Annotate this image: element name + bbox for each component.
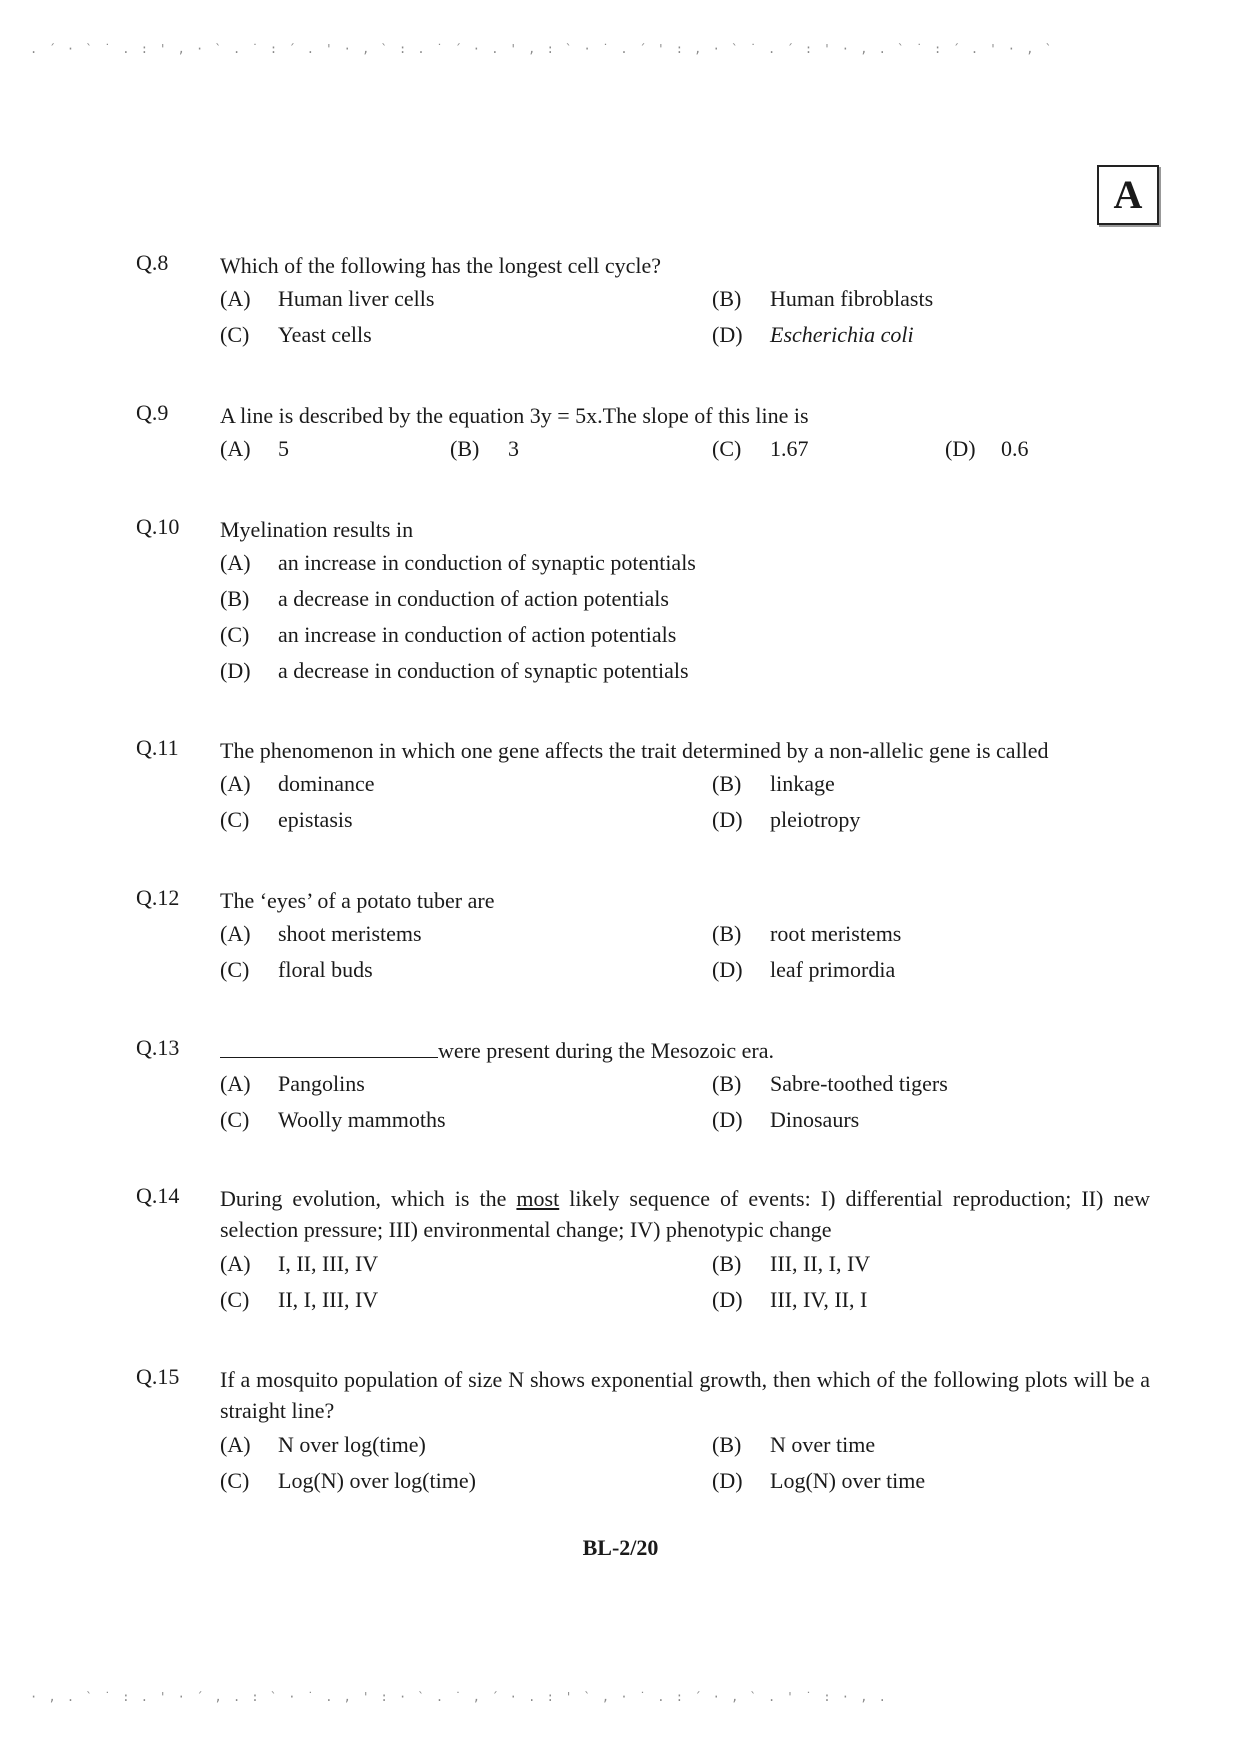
question-stem: Which of the following has the longest cell cycle? [220, 253, 662, 278]
question-number: Q.11 [136, 735, 179, 760]
option-d[interactable]: (D) Log(N) over time [712, 1468, 926, 1493]
option-a[interactable]: (A) N over log(time) [220, 1432, 426, 1457]
question-stem: A line is described by the equation 3y = 5x.The slope of this line is [220, 403, 809, 428]
question-number: Q.13 [136, 1035, 180, 1060]
option-c[interactable]: (C) II, I, III, IV [220, 1287, 379, 1312]
option-d[interactable]: (D) 0.6 [945, 436, 1029, 461]
question-number: Q.12 [136, 885, 180, 910]
option-b[interactable]: (B) N over time [712, 1432, 876, 1457]
scan-noise-top: . ´ · ` ˙ . : ' , · ` . ˙ : ´ . ' · , ` : . ˙ ´ · . ' , : ` · ˙ . ´ ' : , · ` ˙ . ´ : ' · , . ` ˙ : ´ . ' · , ` [30, 42, 1054, 56]
emphasis-most: most [516, 1186, 560, 1211]
question-stem: The phenomenon in which one gene affects the trait determined by a non-allelic gene is called [220, 738, 1049, 763]
option-a[interactable]: (A) 5 [220, 436, 289, 461]
option-a[interactable]: (A) dominance [220, 771, 375, 796]
question-number: Q.9 [136, 400, 169, 425]
option-d[interactable]: (D) leaf primordia [712, 957, 896, 982]
option-c[interactable]: (C) epistasis [220, 807, 353, 832]
scan-noise-bottom: · , . ` ˙ : . ' · ´ , . : ` · ˙ . , ' : · ` . ˙ , ´ · . : ' ` , · ˙ . : ´ · , ` . ' ˙ : · , . [30, 1690, 888, 1704]
question-stem: were present during the Mesozoic era. [220, 1035, 1150, 1067]
answer-blank [220, 1037, 438, 1058]
question-number: Q.15 [136, 1364, 180, 1389]
option-b[interactable]: (B) 3 [450, 436, 519, 461]
option-b[interactable]: (B) linkage [712, 771, 835, 796]
option-c[interactable]: (C) Yeast cells [220, 322, 372, 347]
question-stem: Myelination results in [220, 517, 414, 542]
option-d[interactable]: (D) pleiotropy [712, 807, 861, 832]
option-d[interactable]: (D) III, IV, II, I [712, 1287, 868, 1312]
option-c[interactable]: (C) Woolly mammoths [220, 1107, 446, 1132]
question-stem: The ‘eyes’ of a potato tuber are [220, 888, 495, 913]
option-b[interactable]: (B) Sabre-toothed tigers [712, 1071, 948, 1096]
option-d[interactable]: (D) a decrease in conduction of synaptic potentials [220, 658, 689, 683]
option-c[interactable]: (C) floral buds [220, 957, 373, 982]
option-c[interactable]: (C) Log(N) over log(time) [220, 1468, 476, 1493]
option-a[interactable]: (A) Pangolins [220, 1071, 365, 1096]
option-b[interactable]: (B) root meristems [712, 921, 902, 946]
question-stem: If a mosquito population of size N shows exponential growth, then which of the following plots will be a straight line? [220, 1367, 1150, 1423]
option-c[interactable]: (C) 1.67 [712, 436, 809, 461]
option-a[interactable]: (A) Human liver cells [220, 286, 435, 311]
question-stem: During evolution, which is the most likely sequence of events: I) differential reproduction; II) new selection pressure; III) environmental change; IV) phenotypic change [220, 1186, 1151, 1242]
option-c[interactable]: (C) an increase in conduction of action potentials [220, 622, 677, 647]
option-b[interactable]: (B) III, II, I, IV [712, 1251, 871, 1276]
question-number: Q.14 [136, 1183, 180, 1208]
set-code-box: A [1097, 165, 1159, 225]
option-d[interactable]: (D) Escherichia coli [712, 322, 914, 347]
option-a[interactable]: (A) I, II, III, IV [220, 1251, 379, 1276]
question-number: Q.8 [136, 250, 169, 275]
page-code: BL-2/20 [582, 1535, 659, 1560]
option-d[interactable]: (D) Dinosaurs [712, 1107, 860, 1132]
question-number: Q.10 [136, 514, 180, 539]
option-b[interactable]: (B) Human fibroblasts [712, 286, 934, 311]
option-b[interactable]: (B) a decrease in conduction of action potentials [220, 586, 669, 611]
option-a[interactable]: (A) an increase in conduction of synaptic potentials [220, 550, 696, 575]
option-a[interactable]: (A) shoot meristems [220, 921, 422, 946]
